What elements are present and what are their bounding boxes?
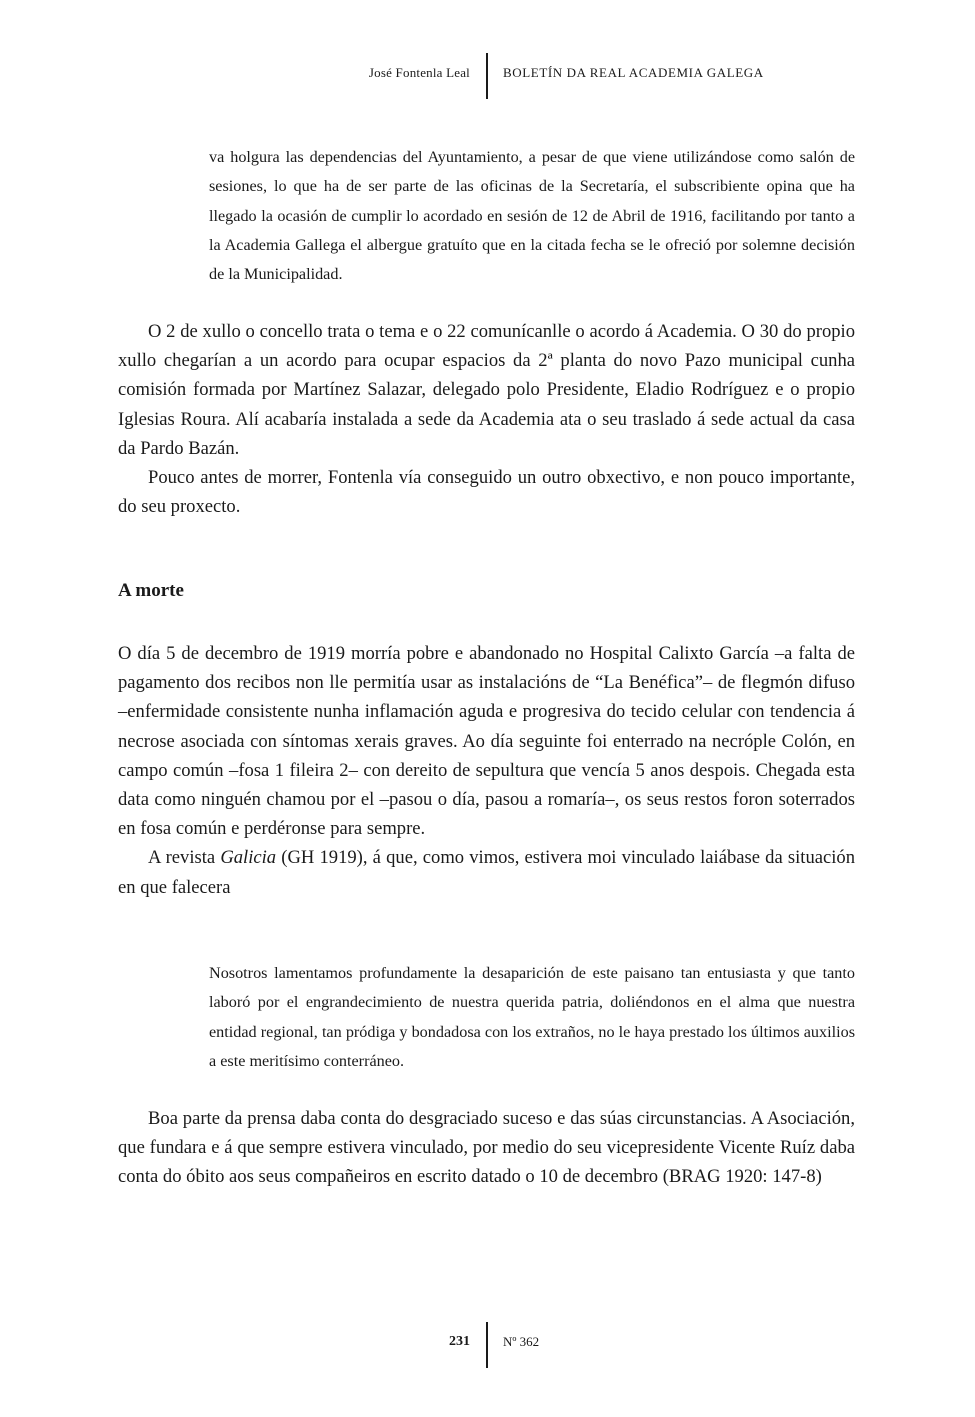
- journal-title-italic: Galicia: [220, 847, 277, 869]
- block-quote-municipal: [209, 143, 855, 289]
- paragraph: Pouco antes de morrer, Fontenla vía conseguido un outro obxectivo, e non pouco importante, do seu proxecto.: [118, 467, 855, 518]
- paragraph: Boa parte da prensa daba conta do desgraciado suceso e das súas circunstancias. A Asociación, que fundara e á que sempre estivera vinculado, por medio do seu vicepresidente Vicente Ruíz daba conta do óbito aos seus compañeiros en escrito datado o 10 de decembro (BRAG 1920: 147-8): [118, 1108, 855, 1188]
- paragraph-text: (GH 1919), á que, como vimos, estivera moi vinculado laiábase da situación en que falecera: [118, 847, 856, 898]
- paragraph: O día 5 de decembro de 1919 morría pobre e abandonado no Hospital Calixto García –a falta de pagamento dos recibos non lle permitía usar as instalacións de “La Benéfica”– de flegmón difuso –enfermidade consistente nunha inflamación aguda e progresiva do tecido celular con tendencia á necrose asociada con síntomas xerais graves. Ao día seguinte foi enterrado na necróple Colón, en campo común –fosa 1 fileira 2– con dereito de sepultura que vencía 5 anos despois. Chegada esta data como ninguén chamou por el –pasou o día, pasou a romaría–, os seus restos foron soterrados en fosa común e perdéronse para sempre.: [118, 643, 855, 840]
- quote-text: va holgura las dependencias del Ayuntamiento, a pesar de que viene utilizándose como salón de sesiones, lo que ha de ser parte de las oficinas de la Secretaría, el subscribiente opina que ha llegado la ocasión de cumplir lo acordado en sesión de 12 de Abril de 1916, facilitando por tanto a la Academia Gallega el albergue gratuíto que en la citada fecha se le ofreció por solemne decisión de la Municipalidad.: [209, 148, 855, 284]
- body-text-section-1: [118, 317, 855, 521]
- issue-number: Nº 362: [503, 1334, 540, 1349]
- running-head-journal: BOLETÍN DA REAL ACADEMIA GALEGA: [503, 65, 764, 80]
- section-heading: A morte: [118, 580, 184, 601]
- running-head-author: José Fontenla Leal: [368, 65, 470, 80]
- paragraph: O 2 de xullo o concello trata o tema e o 22 comunícanlle o acordo á Academia. O 30 do propio xullo chegarían a un acordo para ocupar espacios da 2ª planta do novo Pazo municipal cunha comisión formada por Martínez Salazar, delegado polo Presidente, Eladio Rodríguez e o propio Iglesias Roura. Alí acabaría instalada a sede da Academia ata o seu traslado á sede actual da casa da Pardo Bazán.: [118, 321, 855, 459]
- body-text-section-3: [118, 1104, 855, 1192]
- block-quote-galicia: [209, 959, 855, 1076]
- running-head: [0, 53, 975, 99]
- page-number: 231: [449, 1334, 470, 1349]
- paragraph-with-citation: [118, 843, 855, 901]
- body-text-section-2: [118, 639, 855, 902]
- footer-divider: [486, 1322, 488, 1368]
- page-footer: [0, 1322, 975, 1368]
- quote-text: Nosotros lamentamos profundamente la desaparición de este paisano tan entusiasta y que tanto laboró por el engrandecimiento de nuestra querida patria, doliéndonos en el alma que nuestra entidad regional, tan pródiga y bondadosa con los extraños, no le haya prestado los últimos auxilios a este meritísimo conterráneo.: [209, 964, 855, 1070]
- running-head-divider: [486, 53, 488, 99]
- paragraph-text: A revista: [148, 847, 221, 869]
